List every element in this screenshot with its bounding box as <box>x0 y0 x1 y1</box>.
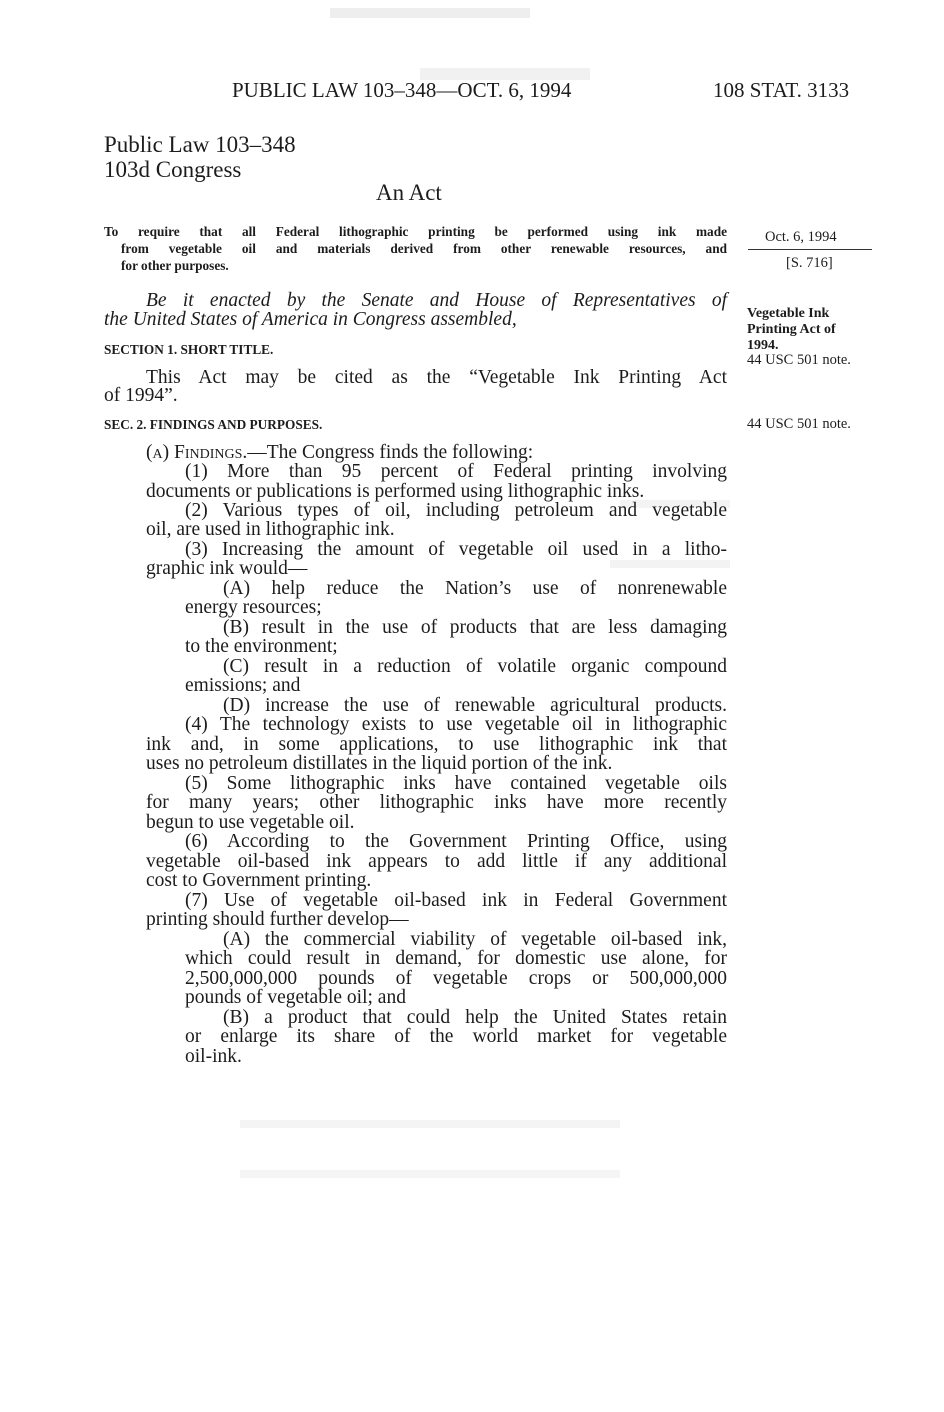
finding-7-line: printing should further develop— <box>146 909 409 930</box>
finding-3-line: graphic ink would— <box>146 558 308 579</box>
finding-3c-line: emissions; and <box>185 675 301 696</box>
bleed-through-line <box>240 1120 620 1128</box>
finding-1-line: documents or publications is performed using lithographic inks. <box>146 481 645 502</box>
finding-6-line: vegetable oil-based ink appears to add little if any additional <box>146 851 727 872</box>
finding-7b-line: oil-ink. <box>185 1046 242 1067</box>
finding-3d-line: (D) increase the use of renewable agricultural products. <box>223 695 727 716</box>
finding-6-line: (6) According to the Government Printing Office, using <box>185 831 727 852</box>
finding-3b-line: (B) result in the use of products that are less damaging <box>223 617 727 638</box>
margin-usc-citation: 44 USC 501 note. <box>747 352 851 368</box>
finding-7b-line: or enlarge its share of the world market for vegetable <box>185 1026 727 1047</box>
finding-5-line: for many years; other lithographic inks have more recently <box>146 792 727 813</box>
bleed-through-line <box>240 1170 620 1178</box>
finding-2-line: (2) Various types of oil, including petroleum and vegetable <box>185 500 727 521</box>
finding-7a-line: which could result in demand, for domestic use alone, for <box>185 948 727 969</box>
section-1-text: This Act may be cited as the “Vegetable Ink Printing Act <box>146 367 727 388</box>
finding-7b-line: (B) a product that could help the United States retain <box>223 1007 727 1028</box>
running-header-right: 108 STAT. 3133 <box>713 78 850 102</box>
finding-2-line: oil, are used in lithographic ink. <box>146 519 395 540</box>
enacting-clause-line: the United States of America in Congress assembled, <box>104 309 517 330</box>
finding-5-line: begun to use vegetable oil. <box>146 812 355 833</box>
purpose-line: for other purposes. <box>121 258 229 273</box>
bleed-through-line <box>610 560 730 568</box>
running-header-left: PUBLIC LAW 103–348—OCT. 6, 1994 <box>232 78 572 102</box>
finding-3b-line: to the environment; <box>185 636 338 657</box>
finding-7a-line: (A) the commercial viability of vegetable oil-based ink, <box>223 929 727 950</box>
margin-divider <box>748 249 872 250</box>
margin-bill-number: [S. 716] <box>786 255 833 271</box>
congress-number: 103d Congress <box>104 157 242 182</box>
finding-7-line: (7) Use of vegetable oil-based ink in Federal Government <box>185 890 727 911</box>
section-1-text: of 1994”. <box>104 385 178 406</box>
finding-3c-line: (C) result in a reduction of volatile organic compound <box>223 656 727 677</box>
finding-3-line: (3) Increasing the amount of vegetable oil used in a litho- <box>185 539 727 560</box>
finding-1-line: (1) More than 95 percent of Federal printing involving <box>185 461 727 482</box>
finding-7a-line: 2,500,000,000 pounds of vegetable crops or 500,000,000 <box>185 968 727 989</box>
margin-short-title-line: Printing Act of <box>747 322 836 337</box>
findings-label: (a) Findings. <box>146 442 248 463</box>
finding-3a-line: (A) help reduce the Nation’s use of nonrenewable <box>223 578 727 599</box>
finding-4-line: ink and, in some applications, to use lithographic ink that <box>146 734 727 755</box>
finding-3a-line: energy resources; <box>185 597 322 618</box>
bleed-through-line <box>330 8 530 18</box>
finding-4-line: (4) The technology exists to use vegetable oil in lithographic <box>185 714 727 735</box>
section-1-heading: SECTION 1. SHORT TITLE. <box>104 342 274 357</box>
enacting-clause-line: Be it enacted by the Senate and House of Representatives of <box>146 290 727 311</box>
finding-4-line: uses no petroleum distillates in the liquid portion of the ink. <box>146 753 613 774</box>
finding-6-line: cost to Government printing. <box>146 870 372 891</box>
purpose-line: from vegetable oil and materials derived from other renewable resources, and <box>121 241 727 256</box>
findings-intro-text: —The Congress finds the following: <box>247 442 534 463</box>
finding-7a-line: pounds of vegetable oil; and <box>185 987 406 1008</box>
margin-short-title-line: 1994. <box>747 338 779 353</box>
finding-5-line: (5) Some lithographic inks have contained vegetable oils <box>185 773 727 794</box>
an-act-heading: An Act <box>376 180 442 205</box>
purpose-line: To require that all Federal lithographic printing be performed using ink made <box>104 224 727 239</box>
margin-date: Oct. 6, 1994 <box>765 229 837 245</box>
margin-usc-citation: 44 USC 501 note. <box>747 416 851 432</box>
margin-short-title-line: Vegetable Ink <box>747 306 830 321</box>
section-2-heading: SEC. 2. FINDINGS AND PURPOSES. <box>104 417 323 432</box>
public-law-number: Public Law 103–348 <box>104 132 296 157</box>
